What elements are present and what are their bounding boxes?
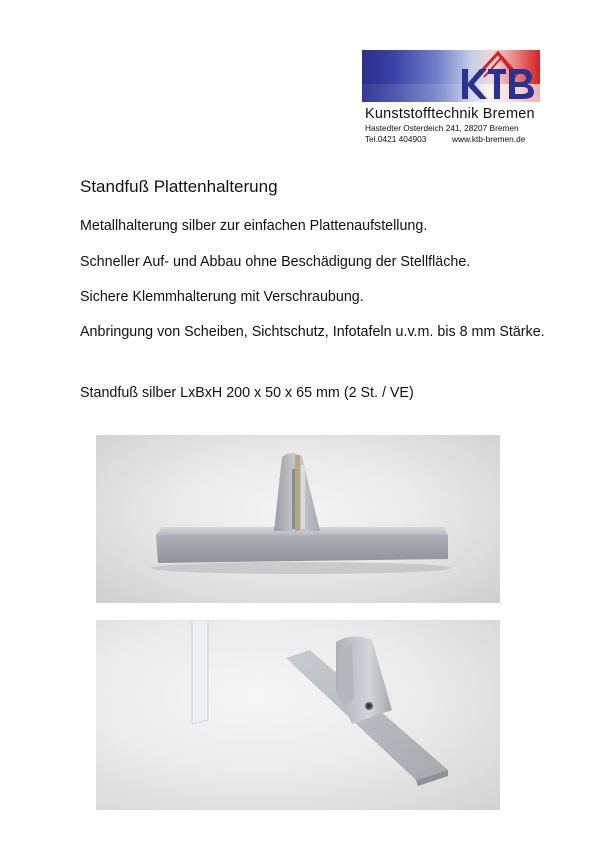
- ktb-logo: [458, 51, 538, 101]
- company-name: Kunststofftechnik Bremen: [365, 106, 535, 122]
- company-phone: Tel.0421 404903: [365, 134, 427, 144]
- description-line-2: Schneller Auf- und Abbau ohne Beschädigung der Stellfläche.: [80, 254, 471, 270]
- description-line-4: Anbringung von Scheiben, Sichtschutz, Infotafeln u.v.m. bis 8 mm Stärke.: [80, 324, 545, 340]
- product-spec: Standfuß silber LxBxH 200 x 50 x 65 mm (2 St. / VE): [80, 385, 414, 401]
- product-photo-side: [96, 435, 500, 603]
- company-address: Hastedter Osterdeich 241, 28207 Bremen: [365, 123, 519, 133]
- description-line-3: Sichere Klemmhalterung mit Verschraubung.: [80, 289, 364, 305]
- product-photo-perspective: [96, 620, 500, 810]
- company-website[interactable]: www.ktb-bremen.de: [452, 134, 526, 144]
- description-line-1: Metallhalterung silber zur einfachen Plattenaufstellung.: [80, 218, 428, 234]
- product-title: Standfuß Plattenhalterung: [80, 177, 278, 196]
